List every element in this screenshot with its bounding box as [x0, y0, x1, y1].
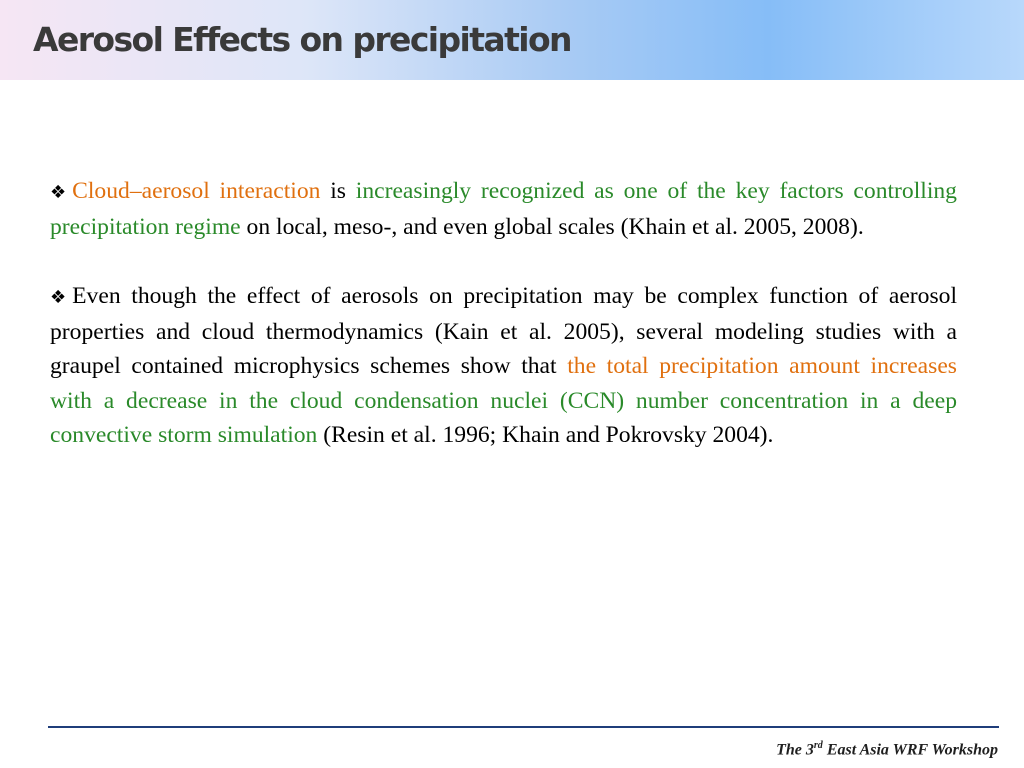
bullet-1-text-1: Cloud–aerosol interaction [72, 178, 321, 204]
bullet-2-text-3: with a decrease in the cloud condensation nuclei (CCN) number concentration in a deep convective storm simulation [50, 387, 957, 449]
bullet-1-text-2: is [320, 178, 356, 204]
workshop-footer [776, 740, 998, 759]
footer-divider [48, 726, 999, 728]
footer-prefix: The 3 [776, 741, 814, 759]
bullet-2-text-1: Even though the effect of aerosols on precipitation may be complex function of aerosol properties and cloud thermodynamics (Kain et al. 2005), several modeling studies with a graupel contained microphysics schemes show that [50, 282, 957, 380]
bullet-1-text-4: on local, meso-, and even global scales (Khain et al. 2005, 2008). [240, 214, 864, 241]
footer-superscript: rd [813, 740, 823, 751]
slide-title: Aerosol Effects on precipitation [33, 20, 571, 59]
slide-body [50, 174, 957, 487]
footer-suffix: East Asia WRF Workshop [822, 741, 998, 759]
diamond-bullet-icon: ❖ [50, 182, 67, 203]
bullet-2-text-4: (Resin et al. 1996; Khain and Pokrovsky 2004). [317, 422, 774, 449]
bullet-2-text-2: the total precipitation amount increases [567, 353, 957, 380]
bullet-paragraph-2 [50, 279, 957, 452]
bullet-paragraph-1 [50, 174, 957, 245]
diamond-bullet-icon: ❖ [50, 286, 67, 308]
bullet-1-text-3: increasingly recognized as one of the key factors controlling precipitation regime [50, 178, 957, 241]
